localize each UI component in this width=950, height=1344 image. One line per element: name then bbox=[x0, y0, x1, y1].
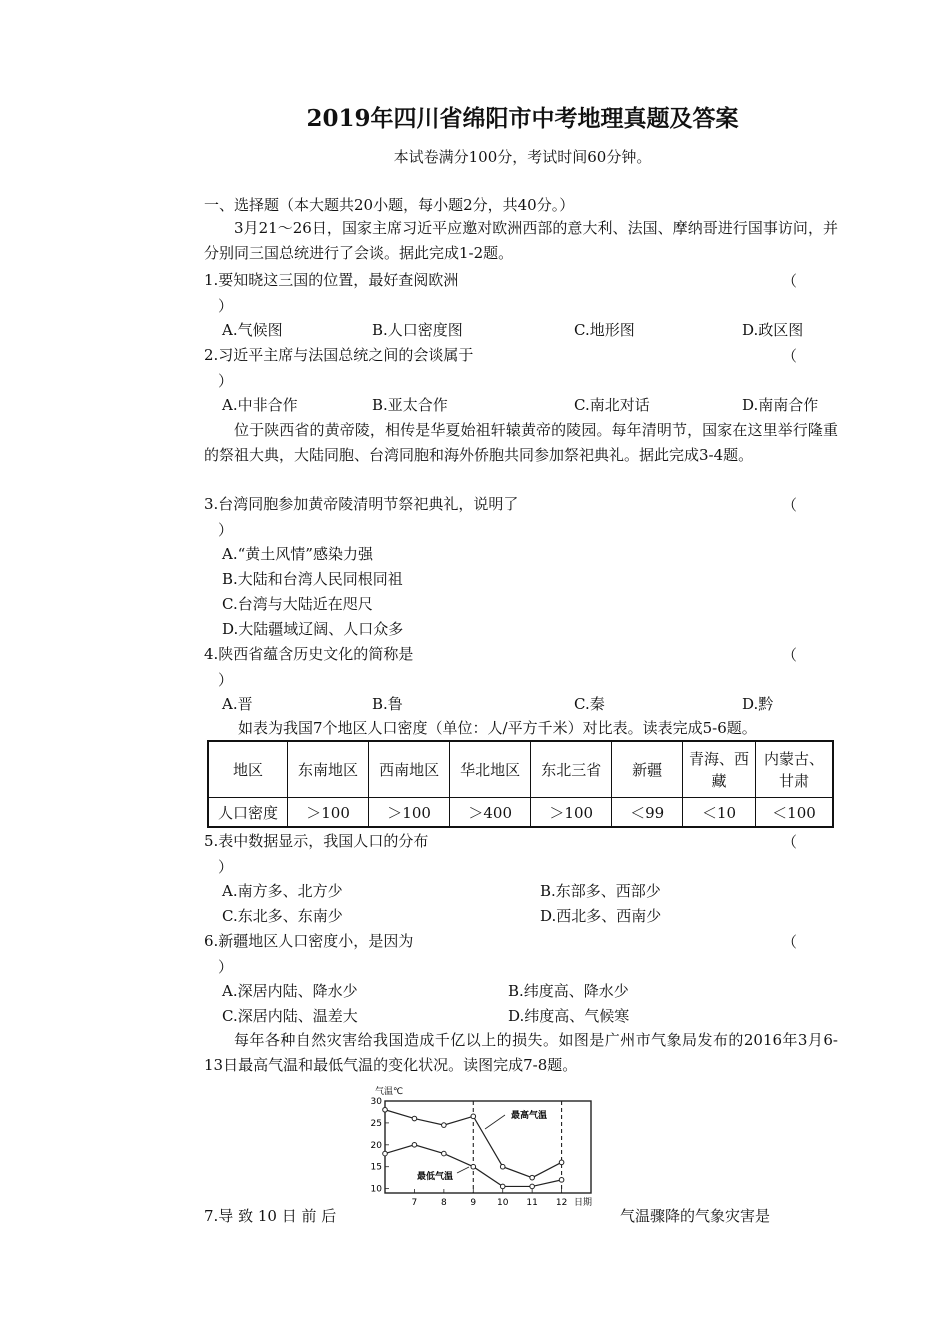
table-cell: 华北地区 bbox=[450, 741, 531, 798]
answer-blank-close: ） bbox=[218, 858, 234, 876]
intro-q5-6: 如表为我国7个地区人口密度（单位：人/平方千米）对比表。读表完成5-6题。 bbox=[238, 719, 757, 737]
population-density-table bbox=[207, 740, 834, 828]
table-header-row bbox=[208, 741, 833, 798]
page-title: 2019年四川省绵阳市中考地理真题及答案 bbox=[306, 105, 739, 132]
max-temp-point bbox=[559, 1160, 564, 1165]
question-1-stem: 1.要知晓这三国的位置，最好查阅欧洲 bbox=[204, 271, 459, 289]
option-b: B.鲁 bbox=[372, 695, 403, 713]
section-heading: 一、选择题（本大题共20小题，每小题2分，共40分。） bbox=[204, 196, 575, 214]
intro-q1-2: 3月21～26日，国家主席习近平应邀对欧洲西部的意大利、法国、摩纳哥进行国事访问，并分别同三国总统进行了会谈。据此完成1-2题。 bbox=[204, 219, 838, 262]
table-cell: 青海、西藏 bbox=[683, 741, 756, 798]
table-cell: 西南地区 bbox=[369, 741, 450, 798]
series-label-high: 最高气温 bbox=[511, 1111, 548, 1121]
min-temp-point bbox=[383, 1151, 388, 1156]
series-label-low: 最低气温 bbox=[417, 1172, 454, 1182]
option-b: B.东部多、西部少 bbox=[540, 882, 661, 900]
answer-blank-close: ） bbox=[218, 521, 234, 539]
question-7-stem-left: 7.导 致 10 日 前 后 bbox=[204, 1207, 337, 1225]
option-c: C.南北对话 bbox=[574, 396, 650, 414]
min-temp-point bbox=[559, 1178, 564, 1183]
option-b: B.人口密度图 bbox=[372, 321, 463, 339]
table-row bbox=[208, 798, 833, 828]
min-temp-point bbox=[500, 1184, 505, 1189]
option-d: D.黔 bbox=[742, 695, 774, 713]
option-d: D.西北多、西南少 bbox=[540, 907, 662, 925]
x-axis-label: 日期 bbox=[574, 1198, 593, 1208]
option-a: A.南方多、北方少 bbox=[222, 882, 343, 900]
option-b: B.大陆和台湾人民同根同祖 bbox=[222, 570, 403, 588]
x-tick-label: 10 bbox=[496, 1198, 509, 1208]
table-cell: 东南地区 bbox=[288, 741, 369, 798]
option-d: D.南南合作 bbox=[742, 396, 819, 414]
temperature-chart bbox=[355, 1083, 615, 1211]
max-temp-point bbox=[500, 1164, 505, 1169]
table-cell: 东北三省 bbox=[531, 741, 612, 798]
series-pointer bbox=[457, 1167, 469, 1173]
y-tick-label: 30 bbox=[370, 1097, 382, 1107]
question-5-stem: 5.表中数据显示，我国人口的分布 bbox=[204, 832, 429, 850]
y-axis-label: 气温℃ bbox=[375, 1087, 404, 1097]
table-cell: ＞400 bbox=[450, 798, 531, 828]
option-d: D.大陆疆域辽阔、人口众多 bbox=[222, 620, 404, 638]
option-c: C.深居内陆、温差大 bbox=[222, 1007, 358, 1025]
y-tick-label: 20 bbox=[370, 1140, 382, 1151]
max-temp-point bbox=[471, 1114, 476, 1119]
question-6-stem: 6.新疆地区人口密度小，是因为 bbox=[204, 932, 414, 950]
option-d: D.纬度高、气候寒 bbox=[508, 1007, 630, 1025]
table-cell: ＜99 bbox=[612, 798, 683, 828]
answer-blank-close: ） bbox=[218, 297, 234, 315]
option-c: C.台湾与大陆近在咫尺 bbox=[222, 595, 373, 613]
question-4-stem: 4.陕西省蕴含历史文化的简称是 bbox=[204, 645, 414, 663]
answer-blank-open: （ bbox=[782, 833, 798, 851]
option-a: A.中非合作 bbox=[222, 396, 298, 414]
question-2-stem: 2.习近平主席与法国总统之间的会谈属于 bbox=[204, 346, 474, 364]
option-c: C.地形图 bbox=[574, 321, 635, 339]
option-d: D.政区图 bbox=[742, 321, 804, 339]
question-7-stem-right: 气温骤降的气象灾害是 bbox=[620, 1207, 771, 1225]
answer-blank-open: （ bbox=[782, 496, 798, 514]
table-cell: 地区 bbox=[208, 741, 288, 798]
answer-blank-close: ） bbox=[218, 372, 234, 390]
max-temp-point bbox=[412, 1116, 417, 1121]
table-cell: 新疆 bbox=[612, 741, 683, 798]
min-temp-point bbox=[412, 1143, 417, 1148]
y-tick-label: 10 bbox=[370, 1184, 382, 1195]
series-pointer bbox=[485, 1115, 505, 1129]
table-cell: ＞100 bbox=[369, 798, 450, 828]
table-cell: 内蒙古、甘肃 bbox=[755, 741, 833, 798]
table-cell: ＞100 bbox=[288, 798, 369, 828]
option-b: B.纬度高、降水少 bbox=[508, 982, 629, 1000]
table-cell: 人口密度 bbox=[208, 798, 288, 828]
option-a: A.“黄土风情”感染力强 bbox=[222, 545, 373, 563]
max-temp-point bbox=[442, 1123, 447, 1128]
option-a: A.深居内陆、降水少 bbox=[222, 982, 358, 1000]
max-temp-point bbox=[383, 1107, 388, 1112]
min-temp-point bbox=[530, 1184, 535, 1189]
option-a: A.气候图 bbox=[222, 321, 283, 339]
min-temp-point bbox=[471, 1164, 476, 1169]
answer-blank-open: （ bbox=[782, 272, 798, 290]
table-cell: ＜10 bbox=[683, 798, 756, 828]
table-cell: ＞100 bbox=[531, 798, 612, 828]
min-temp-point bbox=[442, 1151, 447, 1156]
answer-blank-open: （ bbox=[782, 646, 798, 664]
answer-blank-close: ） bbox=[218, 958, 234, 976]
x-tick-label: 7 bbox=[411, 1198, 418, 1208]
exam-info: 本试卷满分100分，考试时间60分钟。 bbox=[393, 148, 652, 166]
x-tick-label: 12 bbox=[555, 1198, 568, 1208]
y-tick-label: 25 bbox=[370, 1118, 382, 1129]
option-c: C.东北多、东南少 bbox=[222, 907, 343, 925]
answer-blank-open: （ bbox=[782, 347, 798, 365]
x-tick-label: 11 bbox=[526, 1198, 538, 1208]
table-cell: ＜100 bbox=[755, 798, 833, 828]
question-3-stem: 3.台湾同胞参加黄帝陵清明节祭祀典礼，说明了 bbox=[204, 495, 519, 513]
intro-q7-8: 每年各种自然灾害给我国造成千亿以上的损失。如图是广州市气象局发布的2016年3月6-13日最高气温和最低气温的变化状况。读图完成7-8题。 bbox=[204, 1031, 838, 1074]
option-c: C.秦 bbox=[574, 695, 605, 713]
y-tick-label: 15 bbox=[370, 1162, 382, 1173]
option-b: B.亚太合作 bbox=[372, 396, 448, 414]
answer-blank-close: ） bbox=[218, 671, 234, 689]
intro-q3-4: 位于陕西省的黄帝陵，相传是华夏始祖轩辕黄帝的陵园。每年清明节，国家在这里举行隆重的祭祖大典，大陆同胞、台湾同胞和海外侨胞共同参加祭祀典礼。据此完成3-4题。 bbox=[204, 421, 838, 464]
option-a: A.晋 bbox=[222, 695, 253, 713]
answer-blank-open: （ bbox=[782, 933, 798, 951]
x-tick-label: 9 bbox=[470, 1198, 477, 1208]
x-tick-label: 8 bbox=[440, 1198, 447, 1208]
max-temp-point bbox=[530, 1175, 535, 1180]
